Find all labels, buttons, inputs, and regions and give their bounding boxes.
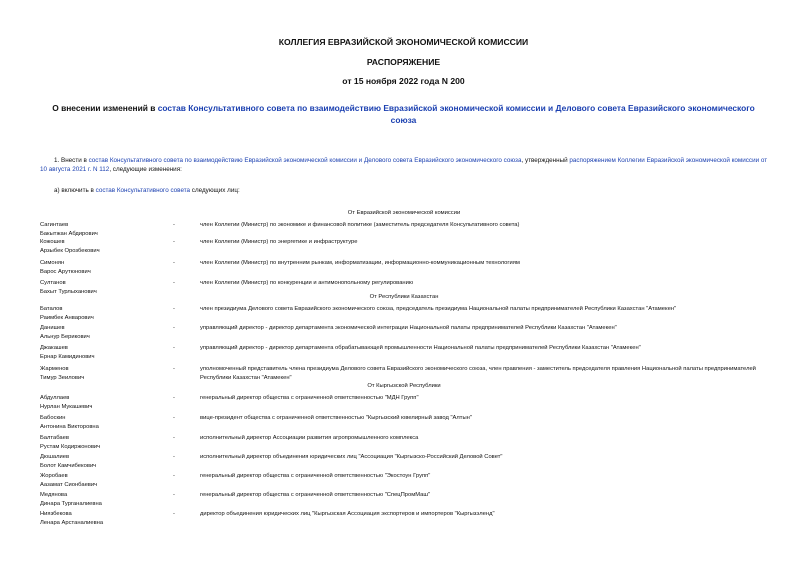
member-given-names: Арзыбек Орозбекович [40, 247, 100, 254]
member-surname: Медянова [40, 492, 68, 498]
member-dash: - [173, 306, 175, 312]
member-surname: Султанов [40, 280, 66, 286]
member-given-names: Нурлан Мукашевич [40, 403, 93, 410]
member-given-names: Варос Арутюнович [40, 268, 91, 275]
member-role: вице-президент общества с ограниченной ответственностью "Кыргызский ювелирный завод "Алтын" [200, 415, 472, 421]
member-role: уполномоченный представитель члена президиума Делового совета Евразийского экономического союза, член правления - заместитель председателя правления Национальной палаты предпринимателей Республики Казахстан "Атамекен" [200, 366, 756, 381]
member-given-names: Рустам Кодиржонович [40, 443, 101, 450]
p2-link-council[interactable]: состав Консультативного совета [95, 187, 191, 194]
p2-text-1: а) включить в [54, 187, 96, 194]
member-dash: - [173, 239, 175, 245]
member-dash: - [173, 325, 175, 331]
member-role: управляющий директор - директор департамента экономической интеграции Национальной палаты предпринимателей Республики Казахстан "Атамекен" [200, 325, 617, 331]
member-surname: Сагинтаев [40, 222, 69, 228]
member-dash: - [173, 366, 175, 372]
member-surname: Баталов [40, 306, 63, 312]
member-surname: Дюшалиев [40, 454, 70, 460]
member-role: генеральный директор общества с ограниченной ответственностью "МДН Групп" [200, 395, 419, 401]
member-given-names: Бахыт Турлыханович [40, 288, 97, 295]
member-role: член Коллегии (Министр) по экономике и финансовой политике (заместитель председателя Консультативного совета) [200, 222, 520, 228]
paragraph-2 [54, 187, 754, 196]
member-dash: - [173, 222, 175, 228]
member-surname: Жарменов [40, 366, 69, 372]
member-surname: Ниязбекова [40, 511, 72, 517]
member-role: член Коллегии (Министр) по энергетике и инфраструктуре [200, 239, 358, 245]
p1-text-2: , утвержденный [521, 157, 570, 164]
member-role: генеральный директор общества с ограниченной ответственностью "СпецПромМаш" [200, 492, 431, 498]
member-surname: Симонян [40, 260, 65, 266]
member-surname: Абдуллаев [40, 395, 70, 401]
member-given-names: Ернар Камидинович [40, 353, 95, 360]
member-role: директор объединения юридических лиц "Кыргызская Ассоциация экспортеров и импортеров "Кыргызэленд" [200, 511, 495, 517]
member-dash: - [173, 511, 175, 517]
p1-text-1: 1. Внести в [54, 157, 89, 164]
member-dash: - [173, 345, 175, 351]
section-title: От Республики Казахстан [369, 294, 439, 300]
org-heading: КОЛЛЕГИЯ ЕВРАЗИЙСКОЙ ЭКОНОМИЧЕСКОЙ КОМИССИИ [278, 37, 529, 47]
member-given-names: Тимур Зеилович [40, 374, 85, 381]
p1-link-council[interactable]: состав Консультативного совета по взаимодействию Евразийской экономической комиссии и Делового совета Евразийского экономического союза [88, 157, 522, 164]
doc-type-heading: РАСПОРЯЖЕНИЕ [366, 57, 441, 67]
p1-text-3: , следующие изменения: [109, 165, 182, 173]
member-role: управляющий директор - директор департамента обрабатывающей промышленности Национальной палаты предпринимателей Республики Казахстан "Атамекен" [200, 345, 641, 351]
member-given-names: Болот Камчибекович [40, 462, 97, 469]
member-role: член Коллегии (Министр) по внутренним рынкам, информатизации, информационно-коммуникационным технологиям [200, 260, 520, 266]
member-surname: Кожошев [40, 239, 65, 245]
title-link[interactable]: состав Консультативного совета по взаимодействию Евразийской экономической комиссии и Делового совета Евразийского экономического союза [157, 103, 755, 125]
member-dash: - [173, 260, 175, 266]
member-dash: - [173, 395, 175, 401]
member-surname: Данишев [40, 325, 65, 331]
member-dash: - [173, 415, 175, 421]
member-dash: - [173, 280, 175, 286]
member-given-names: Динара Турганалиевна [40, 500, 102, 507]
member-role: член Коллегии (Министр) по конкуренции и антимонопольному регулированию [200, 280, 414, 286]
member-role: исполнительный директор объединения юридических лиц "Ассоциация "Кыргызско-Российский Деловой Совет" [200, 454, 503, 460]
date-line: от 15 ноября 2022 года N 200 [342, 76, 465, 86]
section-title: От Кыргызской Республики [367, 383, 441, 389]
p2-text-2: следующих лиц: [190, 187, 240, 194]
member-role: генеральный директор общества с ограниченной ответственностью "Экостоун Групп" [200, 473, 431, 479]
member-surname: Бабоскин [40, 415, 66, 421]
member-given-names: Ленара Арстаналиевна [40, 519, 104, 526]
section-title: От Евразийской экономической комиссии [347, 210, 461, 216]
member-given-names: Аазамат Сионбаевич [40, 481, 98, 488]
member-given-names: Альнур Берикович [40, 333, 90, 340]
member-dash: - [173, 454, 175, 460]
member-surname: Балтабаев [40, 435, 69, 441]
member-dash: - [173, 473, 175, 479]
member-given-names: Бакытжан Абдирович [40, 230, 98, 237]
member-given-names: Антонина Викторовна [40, 423, 99, 430]
member-surname: Жоробаев [40, 473, 68, 479]
member-dash: - [173, 435, 175, 441]
p1-link-order[interactable]: распоряжением Коллегии Евразийской экономической комиссии от 10 августа 2021 г. N 112 [40, 157, 768, 173]
member-role: член президиума Делового совета Евразийского экономического союза, председатель президиума Национальной палаты предпринимателей Республики Казахстан "Атамекен" [200, 306, 677, 312]
title-prefix: О внесении изменений в [52, 103, 158, 113]
member-dash: - [173, 492, 175, 498]
member-role: исполнительный директор Ассоциации развития агропромышленного комплекса [200, 435, 419, 441]
document-title [40, 103, 767, 126]
member-given-names: Раимбек Анварович [40, 314, 94, 321]
paragraph-1 [40, 157, 768, 174]
member-surname: Джакашев [40, 345, 68, 351]
